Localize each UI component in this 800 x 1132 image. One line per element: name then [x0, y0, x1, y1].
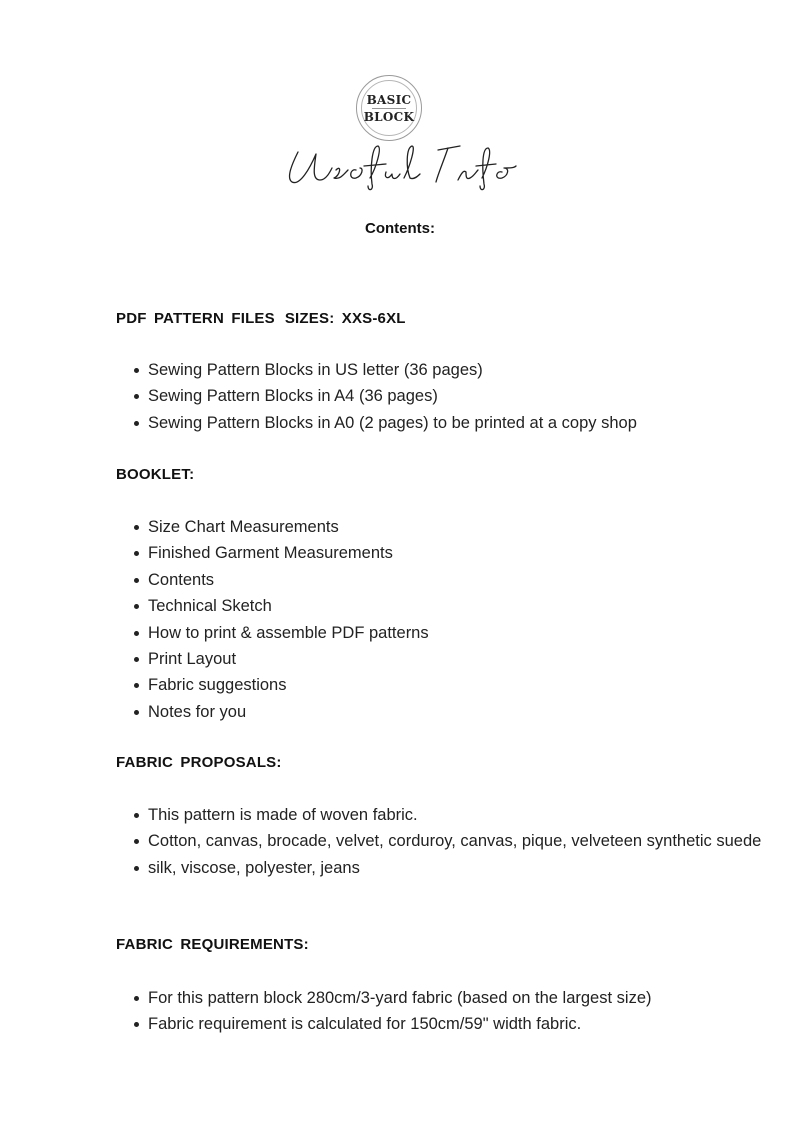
list-item: Fabric suggestions [148, 672, 429, 698]
list-item: Technical Sketch [148, 593, 429, 619]
pdf-pattern-files-heading [116, 310, 406, 327]
list-item: Sewing Pattern Blocks in A4 (36 pages) [148, 383, 637, 409]
fabric-requirements-heading: FABRIC REQUIREMENTS: [116, 936, 309, 953]
pdf-heading-label: PDF PATTERN FILES [116, 310, 275, 327]
booklet-list [148, 514, 429, 725]
list-item: Size Chart Measurements [148, 514, 429, 540]
list-item: For this pattern block 280cm/3-yard fabric (based on the largest size) [148, 985, 651, 1011]
list-item: Notes for you [148, 699, 429, 725]
fabric-requirements-list [148, 985, 651, 1038]
contents-title: Contents: [365, 220, 435, 237]
booklet-heading: BOOKLET: [116, 466, 195, 483]
fabric-proposals-heading: FABRIC PROPOSALS: [116, 754, 282, 771]
useful-info-script-title [270, 138, 530, 198]
pdf-files-list [148, 357, 637, 436]
list-item: Sewing Pattern Blocks in A0 (2 pages) to be printed at a copy shop [148, 410, 637, 436]
list-item: Print Layout [148, 646, 429, 672]
logo-divider [372, 108, 406, 109]
list-item: This pattern is made of woven fabric. [148, 802, 798, 828]
sizes-label: SIZES: XXS-6XL [284, 310, 406, 327]
list-item: Contents [148, 567, 429, 593]
list-item: Cotton, canvas, brocade, velvet, corduroy, canvas, pique, velveteen synthetic suede [148, 828, 798, 854]
brand-logo [356, 75, 422, 141]
list-item: silk, viscose, polyester, jeans [148, 855, 798, 881]
logo-line-1: BASIC [366, 92, 412, 107]
list-item: Finished Garment Measurements [148, 540, 429, 566]
logo-line-2: BLOCK [363, 109, 415, 124]
list-item: Sewing Pattern Blocks in US letter (36 pages) [148, 357, 637, 383]
logo-ring [361, 80, 417, 136]
list-item: Fabric requirement is calculated for 150cm/59" width fabric. [148, 1011, 651, 1037]
fabric-proposals-list [148, 802, 798, 881]
list-item: How to print & assemble PDF patterns [148, 620, 429, 646]
